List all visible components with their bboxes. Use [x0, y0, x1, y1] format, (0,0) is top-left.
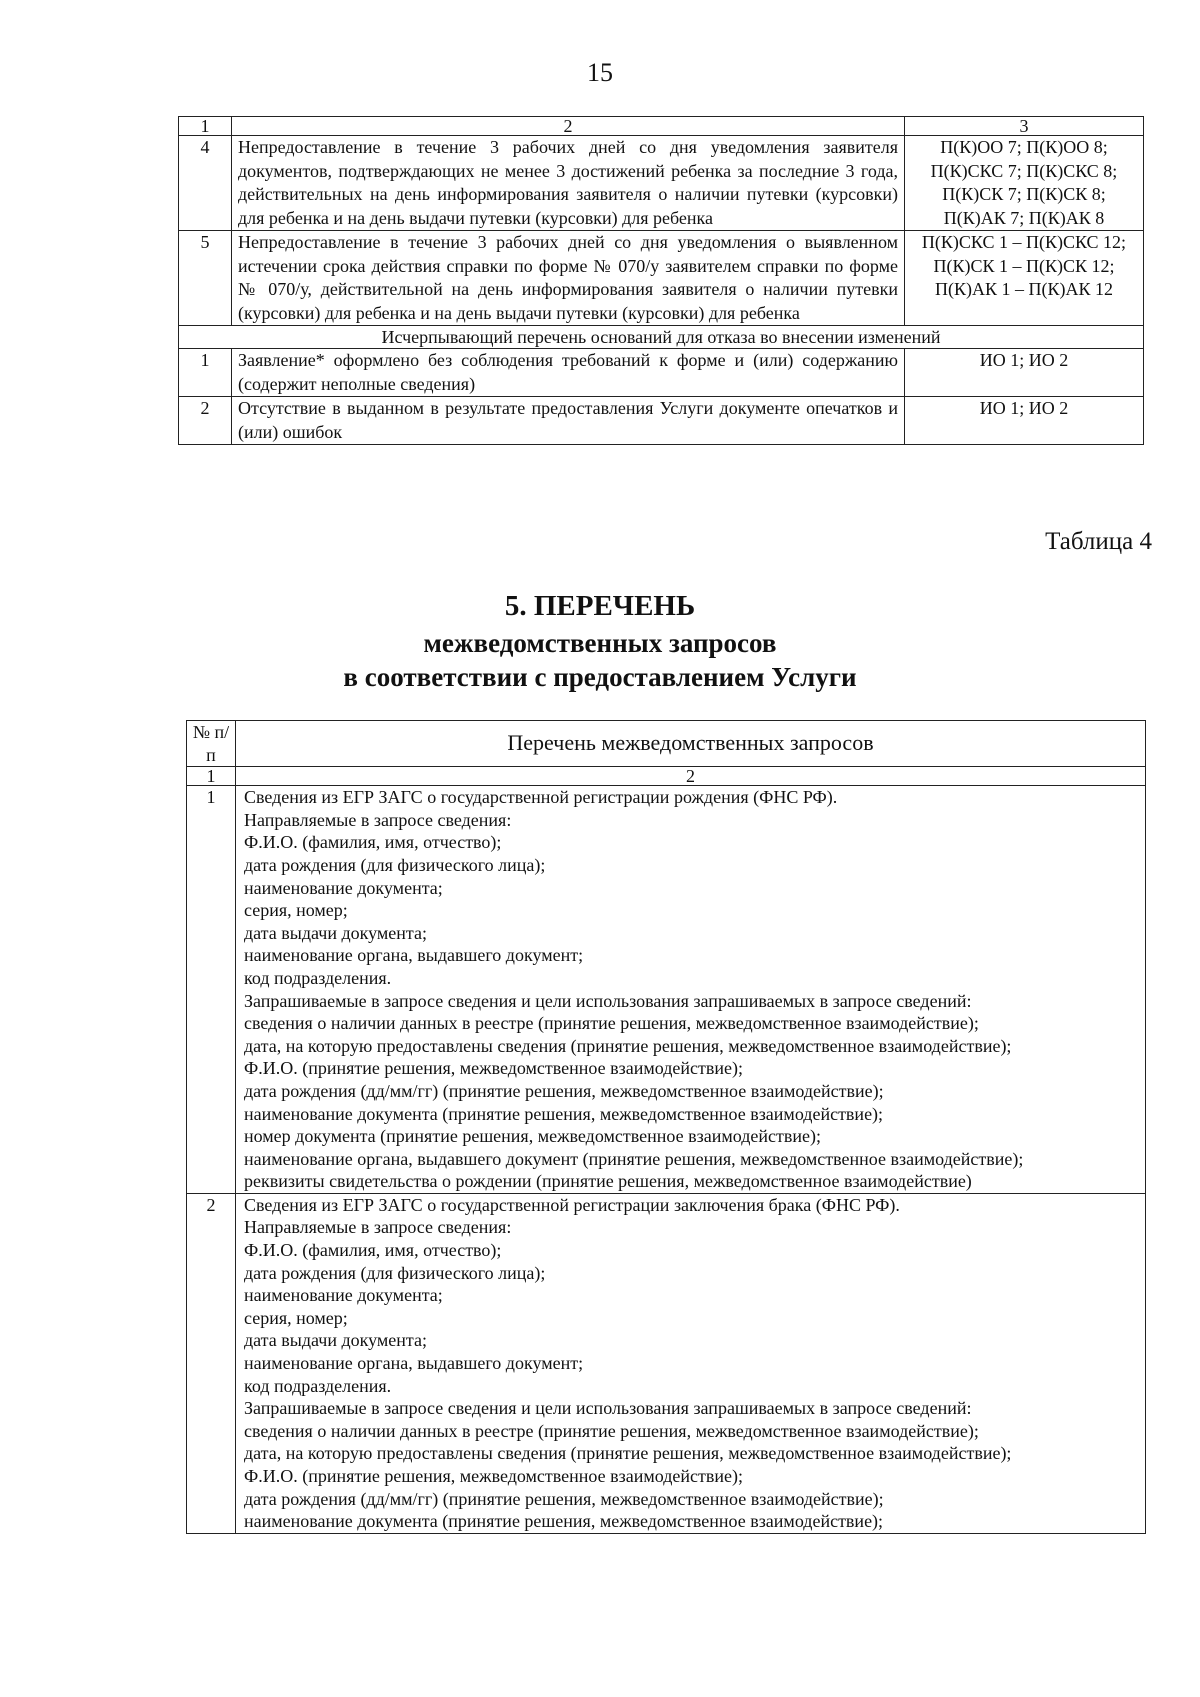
- request-line: наименование документа;: [244, 1285, 443, 1306]
- row-text: Непредоставление в течение 3 рабочих дней со дня уведомления о выявленном истечении срока действия справки по форме № 070/у заявителем справки по форме № 070/у, действительной на день информирования заявителя о наличии путевки (курсовки) для ребенка и на день выдачи путевки (курсовки) для ребенка: [232, 231, 905, 326]
- table-row: [187, 1193, 1146, 1533]
- table-row: [187, 786, 1146, 1194]
- column-number: 1: [187, 767, 236, 786]
- request-line: Ф.И.О. (принятие решения, межведомственное взаимодействие);: [244, 1466, 743, 1486]
- code-line: П(К)АК 1 – П(К)АК 12: [935, 279, 1113, 299]
- code-line: П(К)ОО 7; П(К)ОО 8;: [940, 137, 1108, 157]
- request-line: сведения о наличии данных в реестре (принятие решения, межведомственное взаимодействие);: [244, 1013, 979, 1034]
- request-line: код подразделения.: [244, 967, 392, 988]
- row-number: 5: [179, 231, 232, 326]
- request-line: номер документа (принятие решения, межведомственное взаимодействие);: [244, 1126, 821, 1147]
- code-line: П(К)АК 7; П(К)АК 8: [943, 207, 1105, 228]
- column-number: 2: [232, 117, 905, 136]
- request-line: реквизиты свидетельства о рождении (принятие решения, межведомственное взаимодействие): [244, 1171, 972, 1192]
- request-line: Ф.И.О. (фамилия, имя, отчество);: [244, 1240, 502, 1261]
- page-number: 15: [587, 58, 613, 87]
- request-line: Ф.И.О. (принятие решения, межведомственное взаимодействие);: [244, 1058, 743, 1079]
- request-line: наименование документа (принятие решения, межведомственное взаимодействие);: [244, 1511, 884, 1532]
- request-line: дата рождения (дд/мм/гг) (принятие решения, межведомственное взаимодействие);: [244, 1080, 884, 1101]
- refusal-grounds-table: [178, 116, 1144, 445]
- request-line: Запрашиваемые в запросе сведения и цели использования запрашиваемых в запросе сведений:: [244, 990, 972, 1011]
- header-number: № п/п: [187, 721, 236, 767]
- request-line: дата, на которую предоставлены сведения (принятие решения, межведомственное взаимодействие);: [244, 1443, 1012, 1464]
- request-line: код подразделения.: [244, 1375, 392, 1396]
- section-subheading: в соответствии с предоставлением Услуги: [343, 662, 857, 692]
- table-row: [179, 349, 1144, 397]
- section-title-row: [179, 326, 1144, 349]
- row-codes: [905, 136, 1144, 231]
- request-line: дата, на которую предоставлены сведения (принятие решения, межведомственное взаимодействие);: [244, 1035, 1012, 1056]
- row-codes: [905, 349, 1144, 397]
- request-line: наименование органа, выдавшего документ;: [244, 1353, 584, 1374]
- request-line: сведения о наличии данных в реестре (принятие решения, межведомственное взаимодействие);: [244, 1420, 979, 1441]
- code-line: П(К)СК 7; П(К)СК 8;: [942, 184, 1106, 204]
- request-line: наименование органа, выдавшего документ (принятие решения, межведомственное взаимодействие);: [244, 1148, 1024, 1169]
- column-number: 1: [179, 117, 232, 136]
- table-row: [179, 136, 1144, 231]
- code-line: ИО 1; ИО 2: [979, 398, 1069, 418]
- column-numbers-row: [187, 767, 1146, 786]
- request-line: дата рождения (для физического лица);: [244, 1262, 546, 1283]
- request-line: Сведения из ЕГР ЗАГС о государственной регистрации заключения брака (ФНС РФ).: [244, 1194, 900, 1215]
- row-codes: [905, 397, 1144, 445]
- table-caption: Таблица 4: [1045, 528, 1152, 555]
- row-number: 2: [187, 1193, 236, 1533]
- request-line: наименование документа (принятие решения, межведомственное взаимодействие);: [244, 1103, 884, 1124]
- request-line: дата выдачи документа;: [244, 1330, 427, 1351]
- row-number: 4: [179, 136, 232, 231]
- code-line: П(К)СК 1 – П(К)СК 12;: [933, 255, 1115, 276]
- table-header-row: [187, 721, 1146, 767]
- request-line: дата выдачи документа;: [244, 922, 427, 943]
- request-line: Сведения из ЕГР ЗАГС о государственной регистрации рождения (ФНС РФ).: [244, 787, 838, 808]
- column-number: 3: [905, 117, 1144, 136]
- request-line: дата рождения (для физического лица);: [244, 854, 546, 875]
- request-line: Направляемые в запросе сведения:: [244, 1217, 512, 1238]
- table-row: [179, 397, 1144, 445]
- row-text: Заявление* оформлено без соблюдения требований к форме и (или) содержанию (содержит неполные сведения): [232, 349, 905, 397]
- request-line: наименование документа;: [244, 877, 443, 898]
- row-codes: [905, 231, 1144, 326]
- request-line: серия, номер;: [244, 900, 348, 921]
- request-line: Запрашиваемые в запросе сведения и цели использования запрашиваемых в запросе сведений:: [244, 1398, 972, 1419]
- request-line: дата рождения (дд/мм/гг) (принятие решения, межведомственное взаимодействие);: [244, 1488, 884, 1509]
- interagency-requests-table: [186, 720, 1146, 1534]
- code-line: П(К)СКС 1 – П(К)СКС 12;: [921, 232, 1127, 252]
- header-title: Перечень межведомственных запросов: [236, 721, 1146, 767]
- section-subheading: межведомственных запросов: [423, 628, 777, 658]
- row-number: 1: [179, 349, 232, 397]
- request-line: Ф.И.О. (фамилия, имя, отчество);: [244, 832, 502, 853]
- column-number: 2: [236, 767, 1146, 786]
- column-numbers-row: [179, 117, 1144, 136]
- row-text: Отсутствие в выданном в результате предоставления Услуги документе опечатков и (или) ошибок: [232, 397, 905, 445]
- row-number: 2: [179, 397, 232, 445]
- row-lines: [236, 1193, 1146, 1533]
- request-line: наименование органа, выдавшего документ;: [244, 945, 584, 966]
- code-line: ИО 1; ИО 2: [979, 350, 1069, 370]
- section-heading: 5. ПЕРЕЧЕНЬ: [504, 590, 696, 622]
- request-line: серия, номер;: [244, 1307, 348, 1328]
- table-row: [179, 231, 1144, 326]
- code-line: П(К)СКС 7; П(К)СКС 8;: [930, 160, 1118, 181]
- row-number: 1: [187, 786, 236, 1194]
- row-text: Непредоставление в течение 3 рабочих дней со дня уведомления заявителя документов, подтверждающих не менее 3 достижений ребенка за последние 3 года, действительных на день информирования заявителя о наличии путевки (курсовки) для ребенка и на день выдачи путевки (курсовки) для ребенка: [232, 136, 905, 231]
- request-line: Направляемые в запросе сведения:: [244, 809, 512, 830]
- section-title: Исчерпывающий перечень оснований для отказа во внесении изменений: [179, 326, 1144, 349]
- row-lines: [236, 786, 1146, 1194]
